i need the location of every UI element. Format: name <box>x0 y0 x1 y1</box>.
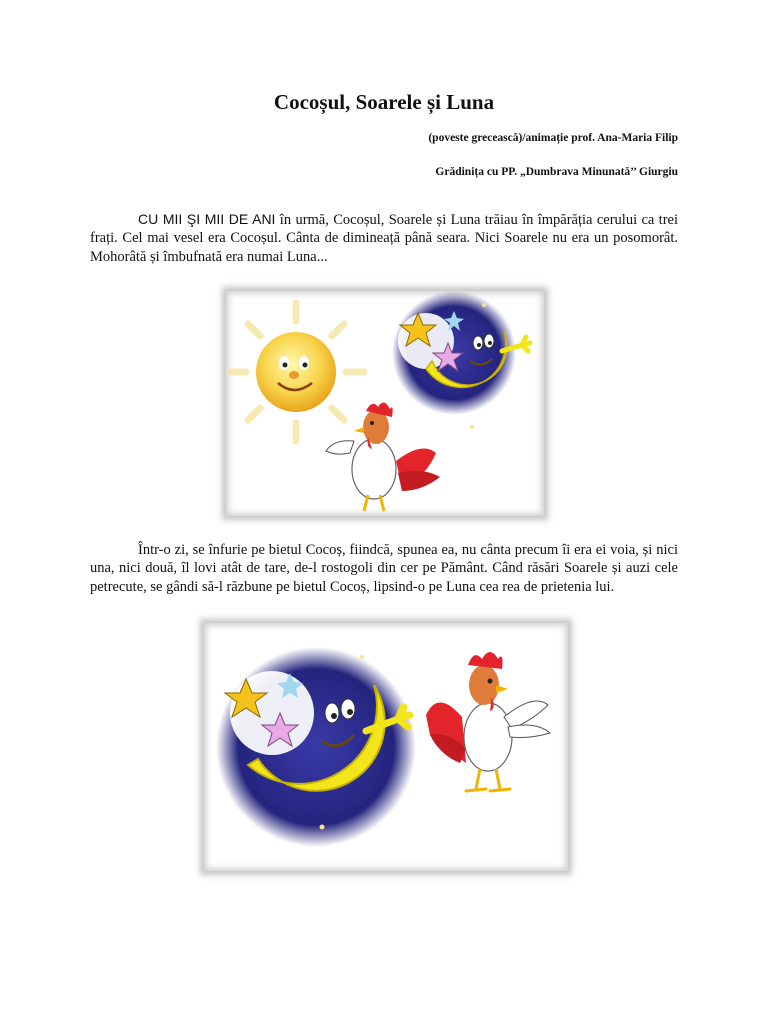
sun-icon <box>230 303 364 441</box>
moon-icon <box>216 647 416 847</box>
rooster-icon <box>426 652 550 791</box>
illustration-2-svg <box>204 623 568 871</box>
story-paragraph-1 <box>90 210 678 266</box>
document-subtitle: (poveste grecească)/animație prof. Ana-Maria Filip <box>428 132 678 144</box>
illustration-moon-rooster <box>204 623 568 871</box>
paragraph-lead-caps: CU MII ŞI MII DE ANI <box>138 211 276 227</box>
institution-line: Grădinița cu PP. „Dumbrava Minunată’’ Giurgiu <box>435 166 678 178</box>
story-paragraph-2: Într-o zi, se înfurie pe bietul Cocoș, fiindcă, spunea ea, nu cânta precum îi era ei voia, și nici una, nici două, îl lovi atât de tare, de-l rostogoli din cer pe Pământ. Când răsări Soarele și auzi cele petrecute, se gândi să-l răzbune pe bietul Cocoș, lipsind-o pe Luna cea rea de prietenia lui. <box>90 542 678 595</box>
document-title: Cocoșul, Soarele și Luna <box>273 90 495 114</box>
illustration-sun-moon-rooster <box>226 291 544 516</box>
illustration-1-svg <box>226 291 544 516</box>
paragraph-1-text: în urmă, Cocoșul, Soarele și Luna trăiau în împărăția cerului ca trei frați. Cel mai vesel era Cocoșul. Cânta de dimineață până seara. Nici Soarele nu era un posomorât. Mohorâtă și îmbufnată era numai Luna... <box>90 212 679 265</box>
